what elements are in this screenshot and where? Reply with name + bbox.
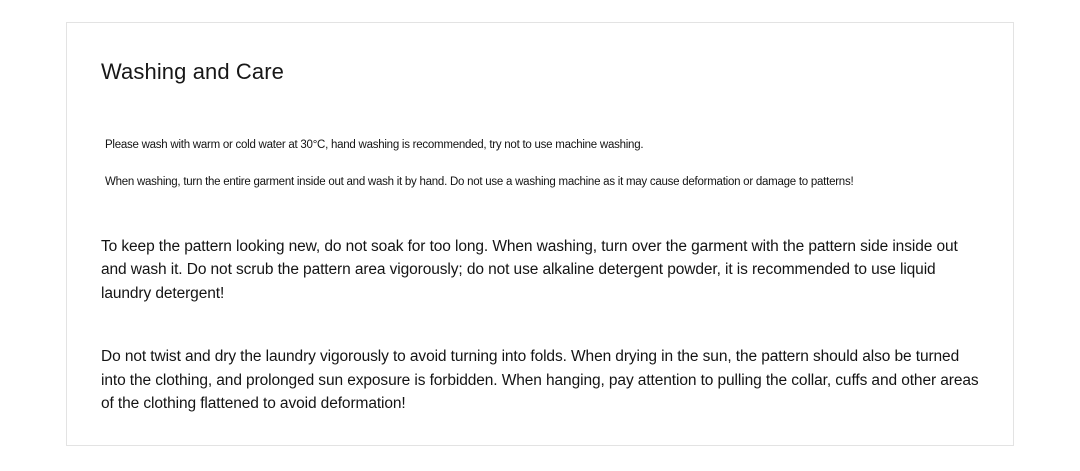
care-note-line: Please wash with warm or cold water at 30°C, hand washing is recommended, try not to use machine washing.	[105, 139, 644, 152]
care-notes	[101, 137, 985, 190]
care-paragraph: To keep the pattern looking new, do not soak for too long. When washing, turn over the garment with the pattern side inside out and wash it. Do not scrub the pattern area vigorously; do not use alkaline detergent powder, it is recommended to use liquid laundry detergent!	[101, 237, 958, 302]
care-note-line: When washing, turn the entire garment inside out and wash it by hand. Do not use a washing machine as it may cause deformation or damage to patterns!	[105, 176, 854, 189]
page-title: Washing and Care	[101, 59, 284, 84]
document-content	[101, 59, 985, 416]
document-card	[66, 22, 1014, 446]
care-paragraph: Do not twist and dry the laundry vigorously to avoid turning into folds. When drying in the sun, the pattern should also be turned into the clothing, and prolonged sun exposure is forbidden. When hanging, pay attention to pulling the collar, cuffs and other areas of the clothing flattened to avoid deformation!	[101, 348, 979, 413]
